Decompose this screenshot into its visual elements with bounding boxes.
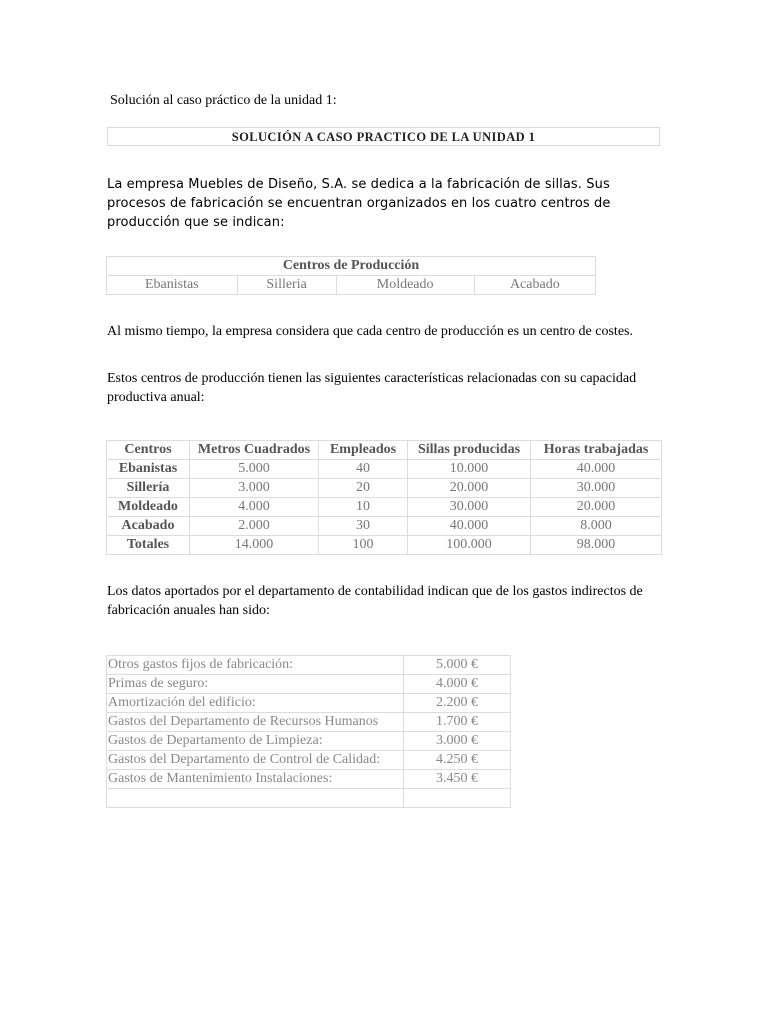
table-cell: 8.000 — [531, 517, 662, 536]
table-cell: 98.000 — [531, 536, 662, 555]
expense-concept: Amortización del edificio: — [107, 694, 404, 713]
table-cell: 5.000 — [190, 460, 319, 479]
row-label: Moldeado — [107, 498, 190, 517]
column-header: Sillas producidas — [408, 441, 531, 460]
column-header: Centros — [107, 441, 190, 460]
center-cell: Moldeado — [336, 276, 474, 295]
table-cell: 10 — [319, 498, 408, 517]
table-row — [107, 694, 511, 713]
table-cell: 40 — [319, 460, 408, 479]
column-header: Empleados — [319, 441, 408, 460]
paragraph-cost-centers: Al mismo tiempo, la empresa considera que cada centro de producción es un centro de costes. — [107, 324, 633, 339]
expense-concept: Gastos del Departamento de Recursos Humanos — [107, 713, 404, 732]
table-cell: 40.000 — [408, 517, 531, 536]
expense-amount: 4.250 € — [404, 751, 511, 770]
table-cell: 20.000 — [408, 479, 531, 498]
table-cell: 20 — [319, 479, 408, 498]
table-row — [107, 770, 511, 789]
expense-amount: 4.000 € — [404, 675, 511, 694]
expense-concept: Gastos de Departamento de Limpieza: — [107, 732, 404, 751]
expense-amount: 3.000 € — [404, 732, 511, 751]
row-label: Ebanistas — [107, 460, 190, 479]
expense-concept — [107, 789, 404, 808]
row-label: Acabado — [107, 517, 190, 536]
document-title: SOLUCIÓN A CASO PRACTICO DE LA UNIDAD 1 — [107, 127, 660, 146]
expense-amount: 1.700 € — [404, 713, 511, 732]
table-cell: 30.000 — [408, 498, 531, 517]
paragraph-accounting: Los datos aportados por el departamento de contabilidad indican que de los gastos indirectos de fabricación anuales han sido: — [107, 584, 643, 618]
table-row — [107, 675, 511, 694]
table-cell: 100 — [319, 536, 408, 555]
paragraph-characteristics: Estos centros de producción tienen las siguientes características relacionadas con su capacidad productiva anual: — [107, 371, 637, 405]
table-cell: 14.000 — [190, 536, 319, 555]
table-cell: 3.000 — [190, 479, 319, 498]
table-row — [107, 536, 662, 555]
table-cell: 30.000 — [531, 479, 662, 498]
table-cell: 100.000 — [408, 536, 531, 555]
table-row — [107, 656, 511, 675]
table-row — [107, 460, 662, 479]
expense-amount: 2.200 € — [404, 694, 511, 713]
table-cell: 40.000 — [531, 460, 662, 479]
production-centers-header: Centros de Producción — [107, 257, 596, 276]
expense-concept: Primas de seguro: — [107, 675, 404, 694]
expense-amount: 3.450 € — [404, 770, 511, 789]
expense-amount: 5.000 € — [404, 656, 511, 675]
column-header: Metros Cuadrados — [190, 441, 319, 460]
center-cell: Acabado — [474, 276, 595, 295]
table-cell: 30 — [319, 517, 408, 536]
table-cell: 4.000 — [190, 498, 319, 517]
expenses-table — [106, 655, 511, 808]
table-row — [107, 517, 662, 536]
row-label: Sillería — [107, 479, 190, 498]
intro-text: Solución al caso práctico de la unidad 1: — [110, 93, 337, 108]
production-centers-table — [106, 256, 596, 295]
characteristics-table — [106, 440, 662, 555]
table-row — [107, 751, 511, 770]
expense-concept: Gastos de Mantenimiento Instalaciones: — [107, 770, 404, 789]
table-cell: 2.000 — [190, 517, 319, 536]
column-header: Horas trabajadas — [531, 441, 662, 460]
table-row — [107, 479, 662, 498]
table-row — [107, 732, 511, 751]
table-row — [107, 498, 662, 517]
center-cell: Silleria — [237, 276, 336, 295]
expense-concept: Otros gastos fijos de fabricación: — [107, 656, 404, 675]
table-row-empty — [107, 789, 511, 808]
table-row — [107, 713, 511, 732]
expense-amount — [404, 789, 511, 808]
paragraph-company-description: La empresa Muebles de Diseño, S.A. se dedica a la fabricación de sillas. Sus procesos de fabricación se encuentran organizados en los cuatro centros de producción que se indican: — [107, 177, 611, 230]
table-cell: 10.000 — [408, 460, 531, 479]
row-label: Totales — [107, 536, 190, 555]
table-header-row — [107, 441, 662, 460]
table-cell: 20.000 — [531, 498, 662, 517]
expense-concept: Gastos del Departamento de Control de Calidad: — [107, 751, 404, 770]
center-cell: Ebanistas — [107, 276, 238, 295]
